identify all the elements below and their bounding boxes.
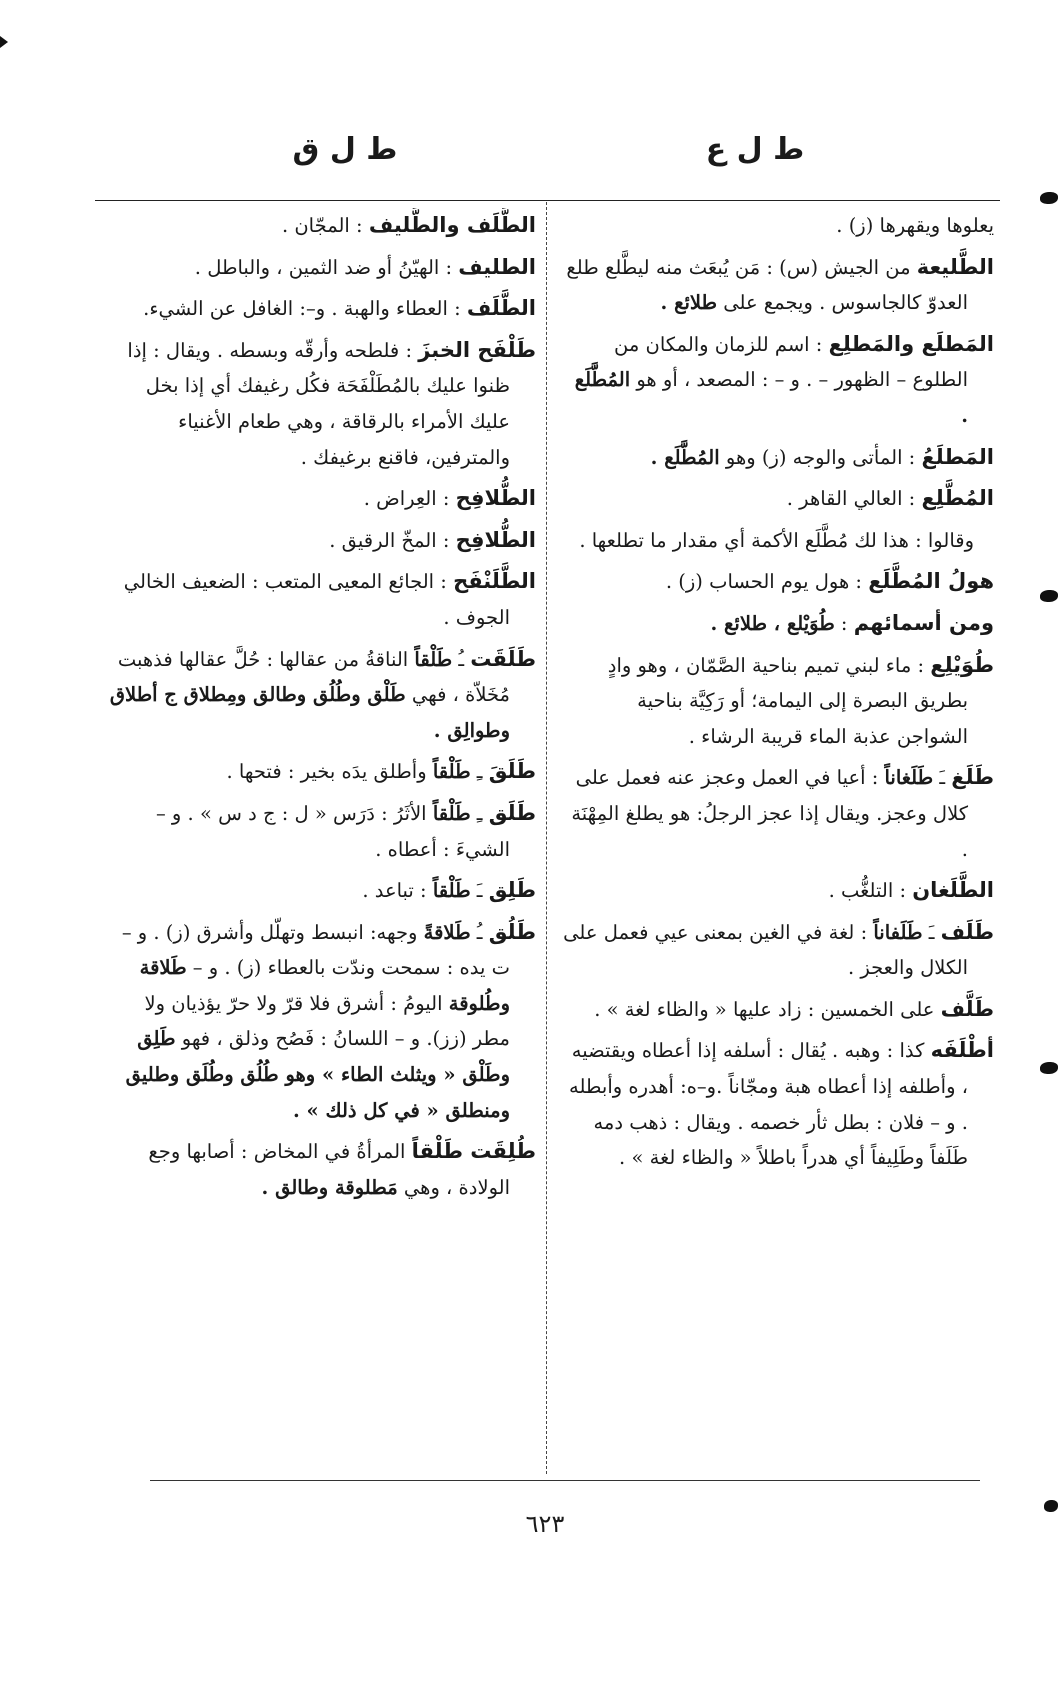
entry: هولُ المُطَّلَع : هول يوم الحساب (ز) . [665, 569, 994, 594]
entry: طَلَّف على الخمسين : زاد عليها « والظاء لغة » . [594, 996, 994, 1021]
entry: طُلِقَت طَلْقاً المرأةُ في المخاض : أصابها وجع الولادة ، وهي مَطلوقة وطالق . [148, 1139, 536, 1199]
entry: طَلَف ـَ طَلَفاناً : لغة في الغين بمعنى عيي فعمل على الكلال والعجز . [563, 919, 994, 980]
entry: المَطلَعُ : المأتى والوجه (ز) وهو المُطَّلَع . [650, 444, 994, 469]
entry: الطَّلَف : العطاء والهبة . و–: الغافل عن الشيء. [143, 296, 536, 321]
entry: الطَّليعة من الجيش (س) : مَن يُبعَث منه ليطَّلع طلع العدوّ كالجاسوس . ويجمع على طلائع . [566, 254, 994, 315]
root-header-left: ط ل ق [292, 132, 398, 167]
top-rule [95, 200, 1000, 201]
entry: طَلَقَ ـِ طَلْقاً وأطلق يدَه بخير : فتحها . [226, 759, 536, 784]
entry: طَلَق ـِ طَلْقاً الأثَرُ : دَرَس « ل : ج د س » . و – الشيءَ : أعطاه . [155, 800, 536, 861]
entry: أطْلَفَه كذا : وهبه . يُقال : أسلفه إذا أعطاه ويقتضيه ، وأطلفه إذا أعطاه هبة ومجّاناً .و–ه: أهدره وأبطله . و – فلان : بطل ثأر خصمه . ويقال : ذهب دمه طَلَفاً وطَلِيفاً أي هدراً باطلاً « والظاء لغة » . [568, 1038, 994, 1170]
entry: طَلَغ ـَ طَلَغاناً : أعيا في العمل وعجز عنه فعمل على كلال وعجز. ويقال إذا عجز الرجلُ: هو يطلغ المِهْنَة . [571, 765, 994, 861]
margin-mark [1040, 192, 1058, 204]
entry: طَلَقَت ـُ طَلْقاً الناقةُ من عقالها : حُلَّ عقالها فذهبت مُخَلاّة ، فهي طَلْق وطُلُق وطالق ومِطلاق ج أطلاق وطوالِق . [109, 646, 536, 742]
entry: طَلِق ـَ طَلْقاً : تباعد . [362, 878, 536, 903]
column-divider [546, 202, 547, 1474]
entry: طَلُق ـُ طَلاقةً وجهه: انبسط وتهلّل وأشرق (ز) . و – ت يده : سمحت وندّت بالعطاء (ز) . و – طَلاقة وطُلوقة اليومُ : أشرق فلا قرّ ولا حرّ يؤذيان ولا مطر (زز). و – اللسانُ : فَصُح وذلق ، فهو طَلِق وطَلْق « ويثلث الطاء » وهو طُلُق وطُلَق وطليق ومنطلق « في كل ذلك » . [121, 919, 536, 1122]
margin-mark [1040, 1062, 1058, 1074]
entry: الطَّلَنْفَح : الجائع المعيى المتعب : الضعيف الخالي الجوف . [123, 569, 536, 629]
corner-mark [0, 36, 8, 48]
right-column [562, 208, 994, 1470]
entry: الطَّلَغان : التلغُّب . [828, 878, 994, 903]
page-number: ٦٢٣ [525, 1510, 565, 1538]
entry: المَطلَع والمَطلِع : اسم للزمان والمكان من الطلوع – الظهور – . و – : المصعد ، أو هو المُطَّلَع . [574, 331, 994, 427]
entry: الطُّلافِح : العِراض . [363, 486, 536, 511]
root-header-right: ط ل ع [705, 132, 805, 167]
entry: وقالوا : هذا لك مُطَّلَع الأكمة أي مقدار ما تطلعها . [579, 528, 974, 552]
entry: الطَّلَف والطَّليف : المجّان . [281, 213, 536, 237]
entry: ومن أسمائهم : طُوَيْلع ، طلائع . [710, 610, 994, 635]
entry: طُوَيْلِع : ماء لبني تميم بناحية الصَّمّان ، وهو وادٍ بطريق البصرة إلى اليمامة؛ أو رَكِيَّة بناحية الشواجن عذبة الماء قريبة الرشاء . [607, 652, 994, 748]
margin-mark [1044, 1500, 1058, 1512]
entry: المُطَّلِع : العالي القاهر . [786, 486, 994, 511]
entry: طَلْفَح الخبزَ : فلطحه وأرقّه وبسطه . ويقال : إذا ظنوا عليك بالمُطَلْفَحَة فكُل رغيفك أي إذا بخل عليك الأمراء بالرقاقة ، وهي طعام الأغنياء والمترفين، فاقنع برغيفك . [127, 337, 536, 469]
margin-mark [1040, 590, 1058, 602]
entry: يعلوها ويقهرها (ز) . [836, 214, 994, 237]
entry: الطليف : الهيّنُ أو ضد الثمين ، والباطل . [194, 254, 536, 279]
bottom-rule [150, 1480, 980, 1481]
left-column [108, 208, 536, 1470]
entry: الطُّلافِح : المخّ الرقيق . [329, 527, 536, 552]
